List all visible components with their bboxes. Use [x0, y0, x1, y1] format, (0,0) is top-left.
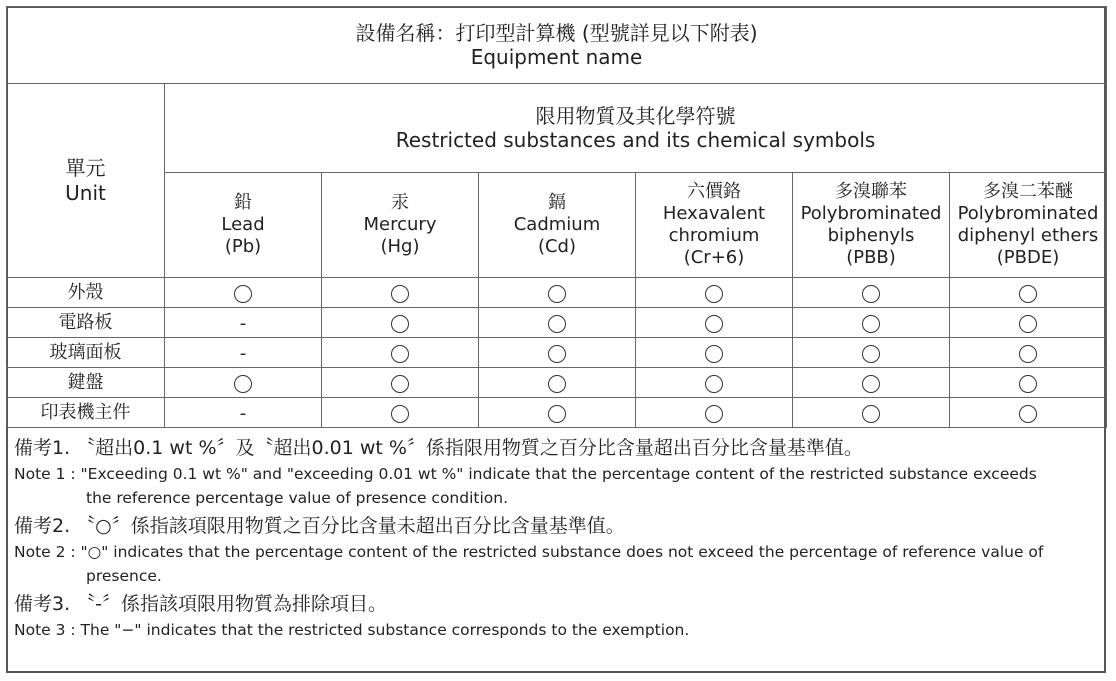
- row-value-cell: [793, 398, 950, 428]
- note-1-en: [14, 462, 1104, 510]
- table-row: [7, 368, 1107, 398]
- row-value-cell: [636, 368, 793, 398]
- circle-mark: [705, 345, 723, 363]
- note-2-en-line2: presence.: [86, 567, 162, 585]
- substance-en-line2: biphenyls: [827, 225, 915, 246]
- row-value-cell: [793, 278, 950, 308]
- unit-header-en: Unit: [65, 180, 106, 205]
- substance-en: Lead: [221, 214, 265, 236]
- row-value-cell: [950, 338, 1107, 368]
- substance-zh: 多溴二苯醚: [983, 181, 1074, 203]
- substance-symbol: (PBDE): [996, 246, 1060, 268]
- circle-mark: [862, 285, 880, 303]
- restricted-substances-table: [6, 6, 1107, 428]
- unit-header-cell: [7, 84, 165, 278]
- substance-en-line2: chromium: [668, 225, 760, 246]
- substance-en: Polybrominated: [800, 203, 942, 225]
- note-1-zh: 備考1. 〝超出0.1 wt %〞及〝超出0.01 wt %〞係指限用物質之百分比含量超出百分比含量基準值。: [14, 437, 863, 459]
- note-3-en: Note 3 : The "−" indicates that the restricted substance corresponds to the exemption.: [14, 621, 690, 639]
- circle-mark: [1019, 315, 1037, 333]
- substance-header-pbb: [793, 173, 950, 278]
- row-value-cell: [479, 308, 636, 338]
- substance-symbol: (PBB): [846, 246, 896, 268]
- row-unit-label: 玻璃面板: [7, 338, 165, 368]
- notes-section: [14, 432, 1104, 642]
- row-value-cell: [950, 278, 1107, 308]
- row-value-cell: [165, 398, 322, 428]
- substance-symbol: (Cr+6): [683, 246, 745, 268]
- dash-mark: -: [239, 403, 247, 425]
- substance-symbol: (Cd): [537, 235, 577, 257]
- note-3-zh: 備考3. 〝-〞係指該項限用物質為排除項目。: [14, 593, 388, 615]
- circle-mark: [548, 345, 566, 363]
- row-value-cell: [950, 308, 1107, 338]
- circle-mark: [1019, 285, 1037, 303]
- row-value-cell: [950, 398, 1107, 428]
- substance-header-lead: [165, 173, 322, 278]
- row-unit-label: 外殼: [7, 278, 165, 308]
- row-unit-label: 印表機主件: [7, 398, 165, 428]
- row-value-cell: [636, 278, 793, 308]
- circle-mark: [862, 315, 880, 333]
- circle-mark: [391, 375, 409, 393]
- circle-mark: [548, 405, 566, 423]
- restricted-header-zh: 限用物質及其化學符號: [535, 103, 736, 128]
- circle-mark: [391, 315, 409, 333]
- note-2-en-line1: Note 2 : "○" indicates that the percentage content of the restricted substance does not exceed the percentage of reference value of: [14, 543, 1044, 561]
- substance-symbol: (Pb): [224, 235, 262, 257]
- row-value-cell: [165, 278, 322, 308]
- circle-mark: [1019, 405, 1037, 423]
- substance-en: Hexavalent: [662, 203, 766, 225]
- row-unit-label: 鍵盤: [7, 368, 165, 398]
- substance-zh: 多溴聯苯: [835, 181, 907, 203]
- substance-symbol: (Hg): [380, 235, 420, 257]
- row-value-cell: [793, 338, 950, 368]
- row-value-cell: [636, 398, 793, 428]
- substance-en: Mercury: [363, 214, 437, 236]
- circle-mark: [391, 405, 409, 423]
- substance-zh: 汞: [391, 192, 409, 214]
- row-value-cell: [636, 308, 793, 338]
- restricted-header-cell: [165, 84, 1107, 173]
- row-value-cell: [165, 338, 322, 368]
- circle-mark: [548, 315, 566, 333]
- circle-mark: [705, 315, 723, 333]
- substance-header-pbde: [950, 173, 1107, 278]
- circle-mark: [391, 345, 409, 363]
- substance-en: Cadmium: [513, 214, 601, 236]
- row-value-cell: [793, 368, 950, 398]
- substance-en-line2: diphenyl ethers: [957, 225, 1099, 246]
- equipment-title-zh: 設備名稱：打印型計算機 (型號詳見以下附表): [355, 20, 758, 45]
- row-value-cell: [322, 368, 479, 398]
- equipment-title-cell: [7, 7, 1107, 84]
- row-value-cell: [322, 308, 479, 338]
- row-value-cell: [479, 278, 636, 308]
- substance-header-hexavalent-chromium: [636, 173, 793, 278]
- circle-mark: [862, 345, 880, 363]
- substance-en: Polybrominated: [957, 203, 1099, 225]
- restricted-header-en: Restricted substances and its chemical symbols: [395, 128, 876, 152]
- dash-mark: -: [239, 343, 247, 365]
- circle-mark: [1019, 345, 1037, 363]
- circle-mark: [705, 285, 723, 303]
- substance-zh: 六價鉻: [687, 181, 741, 203]
- circle-mark: [548, 375, 566, 393]
- circle-mark: [234, 375, 252, 393]
- note-1-en-line1: Note 1 : "Exceeding 0.1 wt %" and "exceeding 0.01 wt %" indicate that the percentage content of the restricted substance exceeds: [14, 465, 1037, 483]
- circle-mark: [391, 285, 409, 303]
- substance-zh: 鎘: [548, 192, 566, 214]
- table-row: [7, 278, 1107, 308]
- circle-mark: [862, 375, 880, 393]
- row-unit-label: 電路板: [7, 308, 165, 338]
- table-row: [7, 308, 1107, 338]
- row-value-cell: [479, 368, 636, 398]
- circle-mark: [862, 405, 880, 423]
- equipment-title-en: Equipment name: [470, 45, 643, 69]
- row-value-cell: [322, 398, 479, 428]
- substance-header-mercury: [322, 173, 479, 278]
- row-value-cell: [322, 338, 479, 368]
- table-row: [7, 338, 1107, 368]
- row-value-cell: [479, 338, 636, 368]
- row-value-cell: [793, 308, 950, 338]
- table-body: [7, 278, 1107, 428]
- substance-header-cadmium: [479, 173, 636, 278]
- row-value-cell: [165, 308, 322, 338]
- row-value-cell: [636, 338, 793, 368]
- circle-mark: [234, 285, 252, 303]
- row-value-cell: [479, 398, 636, 428]
- note-1-en-line2: the reference percentage value of presence condition.: [86, 489, 509, 507]
- note-2-en: [14, 540, 1104, 588]
- circle-mark: [1019, 375, 1037, 393]
- circle-mark: [705, 375, 723, 393]
- row-value-cell: [322, 278, 479, 308]
- circle-mark: [705, 405, 723, 423]
- table-row: [7, 398, 1107, 428]
- circle-mark: [548, 285, 566, 303]
- substance-zh: 鉛: [234, 192, 252, 214]
- note-2-zh: 備考2. 〝○〞係指該項限用物質之百分比含量未超出百分比含量基準值。: [14, 515, 625, 537]
- row-value-cell: [165, 368, 322, 398]
- unit-header-zh: 單元: [65, 156, 106, 181]
- row-value-cell: [950, 368, 1107, 398]
- dash-mark: -: [239, 313, 247, 335]
